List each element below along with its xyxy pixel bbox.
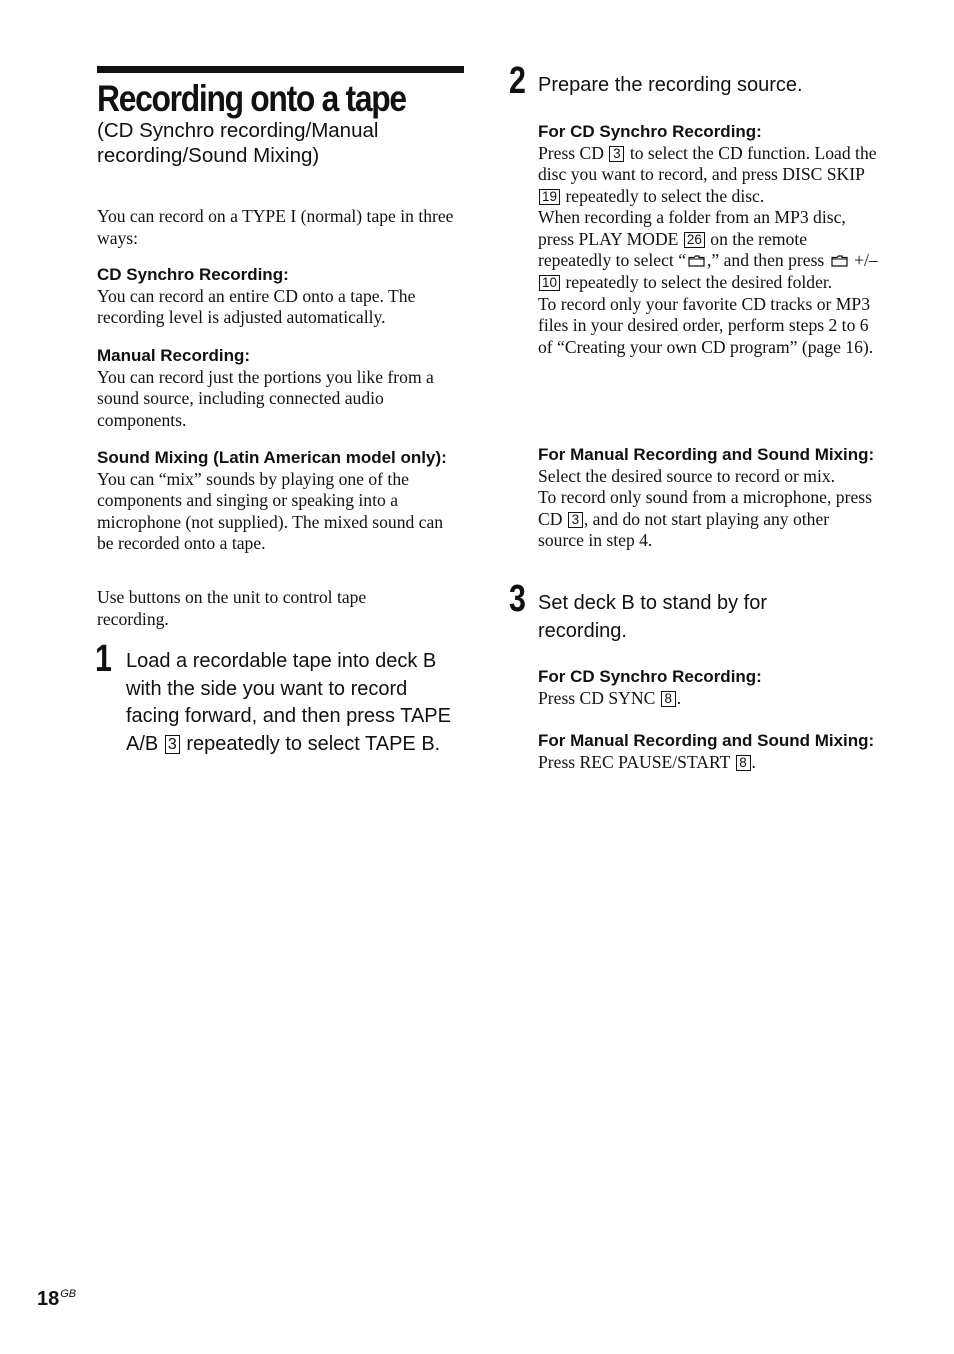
section-heading: Manual Recording: [97,346,251,365]
step-2-cd-synchro [538,122,878,358]
step-2-number: 2 [509,60,526,102]
text: ,” and then press [707,250,825,271]
section-sound-mixing [97,448,459,555]
manual-heading: For Manual Recording and Sound Mixing: [538,731,875,750]
folder-icon [688,255,705,267]
section-text: You can “mix” sounds by playing one of the components and singing or speaking into a microphone (not supplied). The mixed sound can be recorded onto a tape. [97,468,444,554]
section-text: You can record just the portions you like from a sound source, including connected audio components. [97,366,434,430]
text: When recording a folder from an MP3 disc, press PLAY MODE [538,207,846,249]
page-number-value: 18 [37,1288,60,1310]
play-mode-key: 26 [684,232,705,248]
cd-sync-instruction: Press CD SYNC 8 . [538,687,682,708]
tape-ab-key: 3 [165,735,180,754]
cd-synchro-para-2 [538,207,878,293]
section-heading: Sound Mixing (Latin American model only): [97,448,447,467]
text: To record only sound from a microphone, press CD [538,487,872,529]
intro-text: You can record on a TYPE I (normal) tape in three ways: [97,206,454,248]
rec-pause-key: 8 [736,755,751,771]
folder-icon [831,255,848,267]
step-3-cd-synchro [538,667,878,709]
text: repeatedly to select the desired folder. [565,272,833,293]
text: on the remote repeatedly to select “ [538,228,808,271]
section-cd-synchro [97,265,457,329]
step-2-manual [538,445,878,552]
text: repeatedly to select the disc. [565,185,765,206]
manual-para-1: Select the desired source to record or mix. [538,465,836,486]
page-suffix: GB [60,1288,77,1300]
cd-sync-key: 8 [661,691,676,707]
page-title: Recording onto a tape [97,78,406,119]
page-number [37,1288,76,1311]
section-manual-recording [97,346,459,431]
step-3-number: 3 [509,578,526,620]
text: Press REC PAUSE/START [538,751,731,772]
text: Press CD SYNC [538,687,656,708]
title-rule [97,66,464,73]
section-heading: CD Synchro Recording: [97,265,289,284]
text: Press CD [538,142,604,163]
step-1-number: 1 [95,638,112,680]
page-subtitle: (CD Synchro recording/Manual recording/Sound Mixing) [97,119,379,167]
step-1-text-a: Load a recordable tape into deck B with the side you want to record facing forward, and then press TAPE A/B [126,650,451,755]
step-3-manual [538,731,878,773]
cd-key: 3 [609,146,624,162]
rec-pause-instruction: Press REC PAUSE/START 8 . [538,751,756,772]
text: , and do not start playing any other source in step 4. [538,508,830,551]
folder-plus-minus-key: 10 [539,275,560,291]
step-2-text: Prepare the recording source. [538,74,803,96]
cd-synchro-heading: For CD Synchro Recording: [538,122,762,141]
disc-skip-key: 19 [539,189,560,205]
cd-synchro-para-1 [538,143,878,208]
step-3-text: Set deck B to stand by for recording. [538,592,768,642]
section-text: You can record an entire CD onto a tape. The recording level is adjusted automatically. [97,285,416,328]
step-1-text-b: repeatedly to select TAPE B. [186,732,441,755]
use-buttons-text: Use buttons on the unit to control tape recording. [97,587,367,629]
text: +/– [854,250,878,271]
text: to select the CD function. Load the disc you want to record, and press DISC SKIP [538,142,877,185]
manual-heading: For Manual Recording and Sound Mixing: [538,445,875,464]
cd-key: 3 [568,512,583,528]
step-1-text [126,648,461,758]
manual-para-2 [538,487,878,552]
cd-synchro-para-3: To record only your favorite CD tracks or MP3 files in your desired order, perform steps 2 to 6 of “Creating your own CD program” (page 16). [538,293,874,357]
cd-synchro-heading: For CD Synchro Recording: [538,667,762,686]
